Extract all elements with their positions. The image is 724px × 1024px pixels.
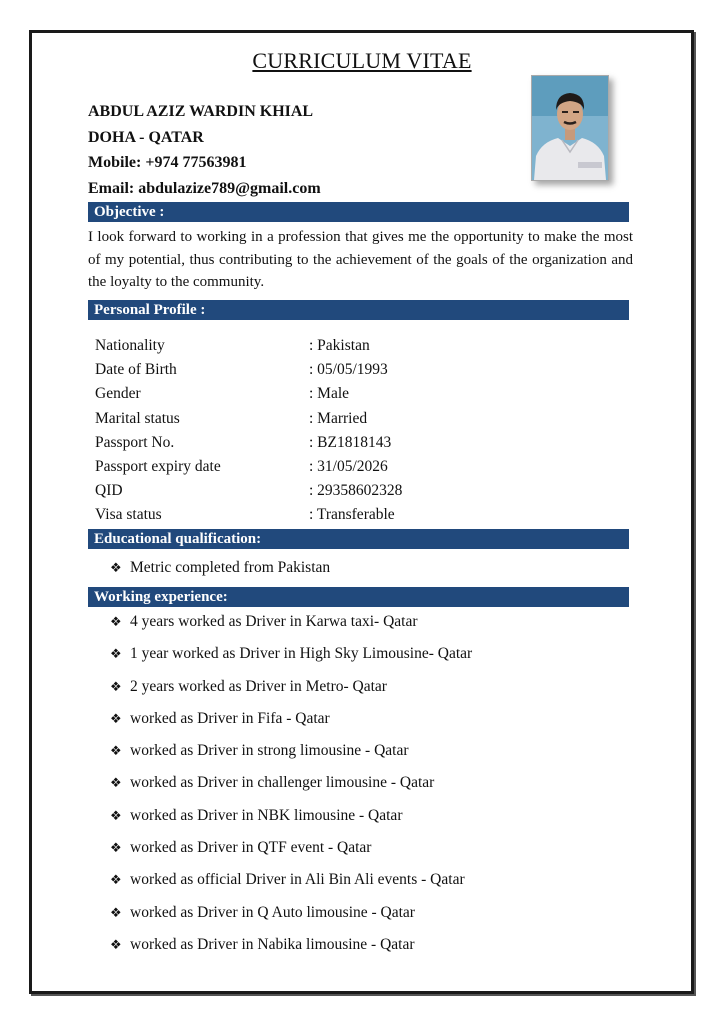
diamond-bullet-icon: ❖ (110, 840, 122, 856)
profile-label: Marital status (95, 409, 180, 427)
diamond-bullet-icon: ❖ (110, 936, 122, 952)
experience-heading: Working experience: (94, 589, 228, 605)
diamond-bullet-icon: ❖ (110, 775, 122, 791)
profile-label: Visa status (95, 506, 162, 524)
experience-item-text: worked as Driver in NBK limousine - Qatar (130, 806, 403, 824)
diamond-bullet-icon: ❖ (110, 904, 122, 920)
personal-profile-heading: Personal Profile : (94, 302, 206, 318)
experience-item (110, 643, 472, 675)
experience-item (110, 902, 472, 934)
experience-item-text: worked as Driver in Fifa - Qatar (130, 709, 330, 727)
diamond-bullet-icon: ❖ (110, 872, 122, 888)
profile-label: Date of Birth (95, 361, 177, 379)
diamond-bullet-icon: ❖ (110, 743, 122, 759)
experience-item (110, 805, 472, 837)
profile-label: QID (95, 482, 123, 500)
objective-text: I look forward to working in a profession that gives me the opportunity to make the most of my potential, thus contributing to the achievement of the goals of the organization and the loyalty to the community. (88, 229, 633, 290)
experience-item-text: 1 year worked as Driver in High Sky Limousine- Qatar (130, 645, 473, 663)
experience-item-text: 4 years worked as Driver in Karwa taxi- Qatar (130, 613, 418, 630)
applicant-location: DOHA - QATAR (88, 128, 204, 146)
portrait-photo-image (532, 76, 608, 180)
experience-item (110, 934, 472, 966)
diamond-bullet-icon: ❖ (110, 614, 122, 629)
applicant-name: ABDUL AZIZ WARDIN KHIAL (88, 103, 314, 120)
experience-item-text: worked as Driver in challenger limousine - Qatar (130, 774, 435, 792)
profile-value: : Pakistan (309, 337, 370, 354)
portrait-photo (531, 75, 609, 181)
experience-item-text: worked as Driver in Q Auto limousine - Qatar (130, 903, 415, 921)
education-heading-bar (88, 529, 629, 549)
profile-label: Nationality (95, 337, 165, 354)
profile-value: : Transferable (309, 506, 395, 524)
experience-item-text: worked as Driver in strong limousine - Qatar (130, 742, 409, 760)
document-title: CURRICULUM VITAE (252, 48, 472, 73)
profile-label: Passport No. (95, 433, 175, 451)
diamond-bullet-icon: ❖ (110, 678, 122, 694)
experience-item (110, 869, 472, 901)
experience-item-text: worked as Driver in QTF event - Qatar (130, 839, 372, 857)
profile-value: : Married (309, 409, 368, 427)
profile-value: : 05/05/1993 (309, 361, 388, 379)
personal-profile-heading-bar (88, 300, 629, 320)
experience-item-text: 2 years worked as Driver in Metro- Qatar (130, 677, 387, 695)
profile-value: : 29358602328 (309, 482, 403, 500)
profile-label: Gender (95, 385, 141, 403)
objective-heading-bar (88, 202, 629, 222)
applicant-email: Email: abdulazize789@gmail.com (88, 179, 321, 197)
experience-item-text: worked as official Driver in Ali Bin Ali events - Qatar (130, 871, 465, 889)
experience-item (110, 676, 472, 708)
experience-list (110, 611, 472, 966)
profile-value: : BZ1818143 (309, 433, 392, 451)
diamond-bullet-icon: ❖ (110, 710, 122, 726)
experience-item-text: worked as Driver in Nabika limousine - Qatar (130, 935, 415, 953)
education-item (110, 557, 330, 581)
contact-header (88, 101, 321, 203)
applicant-mobile: Mobile: +974 77563981 (88, 154, 247, 171)
diamond-bullet-icon: ❖ (110, 646, 122, 662)
experience-item (110, 772, 472, 804)
experience-heading-bar (88, 587, 629, 607)
objective-heading: Objective : (94, 204, 165, 220)
experience-item (110, 611, 472, 643)
education-heading: Educational qualification: (94, 531, 262, 547)
education-item-text: Metric completed from Pakistan (130, 559, 331, 576)
diamond-bullet-icon: ❖ (110, 560, 122, 575)
experience-item (110, 740, 472, 772)
profile-label: Passport expiry date (95, 457, 221, 475)
experience-item (110, 837, 472, 869)
profile-value: : 31/05/2026 (309, 457, 388, 475)
education-list (110, 557, 330, 581)
diamond-bullet-icon: ❖ (110, 807, 122, 823)
profile-value: : Male (309, 385, 350, 403)
experience-item (110, 708, 472, 740)
